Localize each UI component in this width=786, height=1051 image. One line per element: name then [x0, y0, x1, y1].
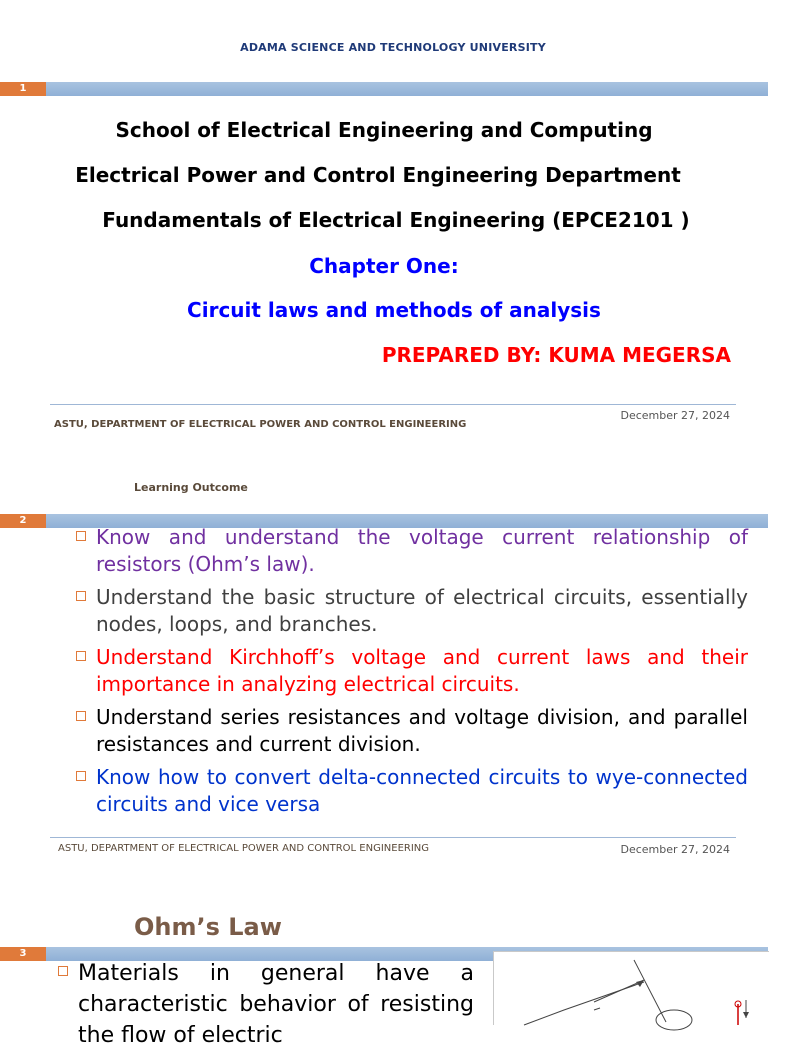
course-title: Fundamentals of Electrical Engineering (EPCE2101 ): [102, 208, 690, 232]
prepared-by: PREPARED BY: KUMA MEGERSA: [381, 343, 731, 367]
chapter-label: Chapter One:: [309, 254, 459, 278]
square-bullet-icon: [58, 966, 68, 976]
outcome-text: Understand the basic structure of electrical circuits, essentially nodes, loops, and branches.: [96, 585, 748, 636]
list-item: [76, 644, 748, 698]
outcome-text: Understand Kirchhoff’s voltage and current laws and their importance in analyzing electrical circuits.: [96, 645, 748, 696]
slide-2-footer-line: [50, 837, 736, 838]
slide-2-date: December 27, 2024: [620, 843, 730, 856]
slide-3-number: 3: [0, 947, 46, 961]
slide-2-heading: Learning Outcome: [134, 481, 248, 494]
department-name: Electrical Power and Control Engineering Department: [75, 163, 681, 187]
slide-3-bullet: [58, 958, 474, 1048]
slide-1-bar: [0, 82, 768, 96]
outcome-text: Understand series resistances and voltage division, and parallel resistances and current division.: [96, 705, 748, 756]
slide-2-number: 2: [0, 514, 46, 528]
slide-1-footer: ASTU, DEPARTMENT OF ELECTRICAL POWER AND CONTROL ENGINEERING: [54, 419, 467, 430]
square-bullet-icon: [76, 591, 86, 601]
list-item: [76, 524, 748, 578]
slide-1-footer-line: [50, 404, 736, 405]
square-bullet-icon: [76, 651, 86, 661]
slide-3-heading: Ohm’s Law: [134, 913, 282, 941]
conductor-figure: [493, 951, 769, 1025]
outcome-text: Know and understand the voltage current relationship of resistors (Ohm’s law).: [96, 525, 748, 576]
square-bullet-icon: [76, 771, 86, 781]
slide-1-date: December 27, 2024: [620, 409, 730, 422]
slide-3-bullet-text: Materials in general have a characteristic behavior of resisting the flow of electric: [78, 961, 474, 1048]
list-item: [76, 584, 748, 638]
school-name: School of Electrical Engineering and Computing: [115, 118, 653, 142]
list-item: [76, 764, 748, 818]
outcome-text: Know how to convert delta-connected circuits to wye-connected circuits and vice versa: [96, 765, 748, 816]
resistor-diagram-icon: [494, 952, 769, 1025]
chapter-title: Circuit laws and methods of analysis: [187, 298, 601, 322]
learning-outcomes-list: [76, 524, 748, 824]
square-bullet-icon: [76, 531, 86, 541]
slide-2-footer: ASTU, DEPARTMENT OF ELECTRICAL POWER AND CONTROL ENGINEERING: [58, 843, 430, 854]
slide-1-number: 1: [0, 82, 46, 96]
list-item: [76, 704, 748, 758]
square-bullet-icon: [76, 711, 86, 721]
university-name: ADAMA SCIENCE AND TECHNOLOGY UNIVERSITY: [240, 41, 546, 54]
